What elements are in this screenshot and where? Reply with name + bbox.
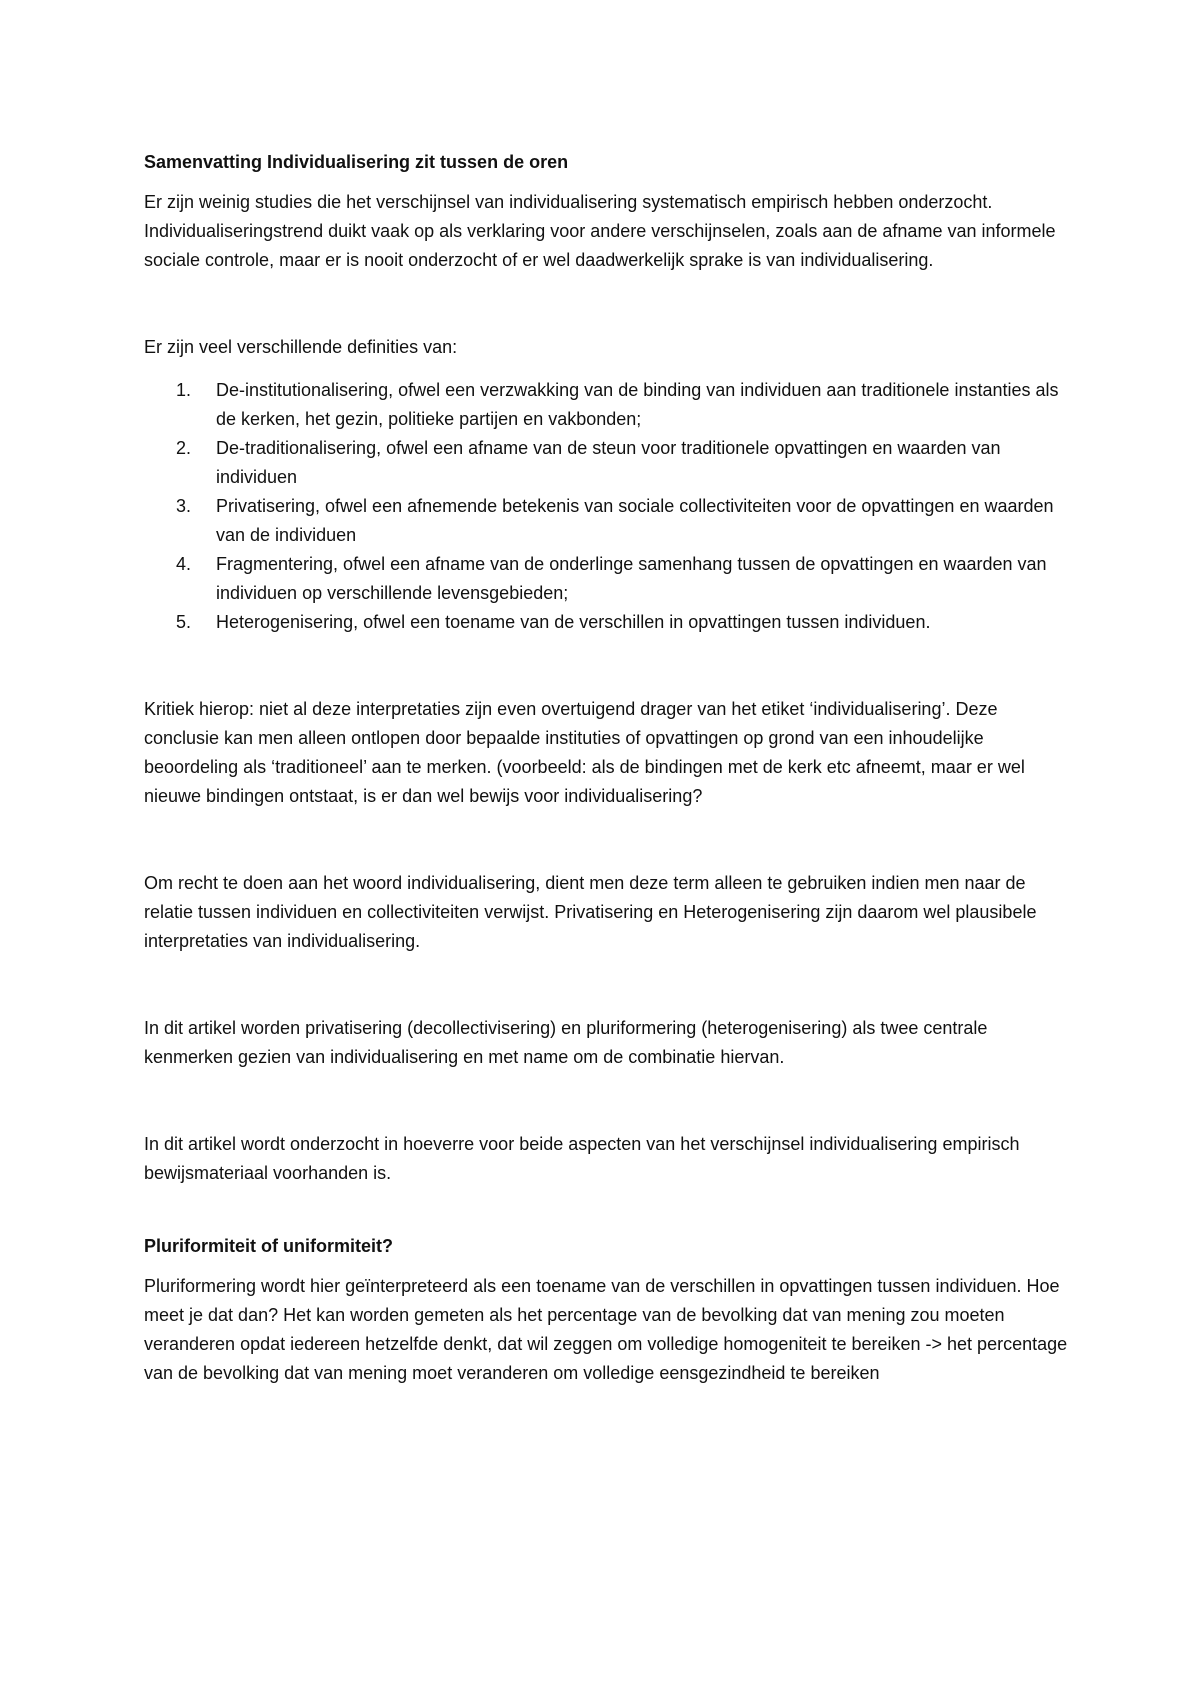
- spacer: [144, 811, 1070, 869]
- justification-paragraph: Om recht te doen aan het woord individualisering, dient men deze term alleen te gebruiken indien men naar de relatie tussen individuen en collectiviteiten verwijst. Privatisering en Heterogenisering zijn daarom wel plausibele interpretaties van individualisering.: [144, 873, 1037, 951]
- section-heading: Pluriformiteit of uniformiteit?: [144, 1236, 393, 1256]
- list-number: 5.: [176, 612, 192, 632]
- spacer: [144, 1188, 1070, 1232]
- list-item-text: Fragmentering, ofwel een afname van de onderlinge samenhang tussen de opvattingen en waarden van individuen op verschillende levensgebieden;: [216, 554, 1047, 603]
- list-number: 4.: [176, 554, 192, 574]
- list-item-text: De-institutionalisering, ofwel een verzwakking van de binding van individuen aan traditionele instanties als de kerken, het gezin, politieke partijen en vakbonden;: [216, 380, 1059, 429]
- list-item: [144, 434, 1070, 492]
- list-number: 2.: [176, 438, 192, 458]
- list-item-text: Privatisering, ofwel een afnemende betekenis van sociale collectiviteiten voor de opvattingen en waarden van de individuen: [216, 496, 1054, 545]
- list-item: [144, 492, 1070, 550]
- spacer: [144, 275, 1070, 333]
- list-item-text: Heterogenisering, ofwel een toename van de verschillen in opvattingen tussen individuen.: [216, 612, 931, 632]
- section-body-paragraph: Pluriformering wordt hier geïnterpreteerd als een toename van de verschillen in opvattingen tussen individuen. Hoe meet je dat dan? Het kan worden gemeten als het percentage van de bevolking dat van mening zou moeten veranderen opdat iedereen hetzelfde denkt, dat wil zeggen om volledige homogeniteit te bereiken -> het percentage van de bevolking dat van mening moet veranderen om volledige eensgezindheid te bereiken: [144, 1276, 1068, 1383]
- intro-paragraph: Er zijn weinig studies die het verschijnsel van individualisering systematisch empirisch hebben onderzocht. Individualiseringstrend duikt vaak op als verklaring voor andere verschijnselen, zoals aan de afname van informele sociale controle, maar er is nooit onderzocht of er wel daadwerkelijk sprake is van individualisering.: [144, 192, 1056, 270]
- document-title: Samenvatting Individualisering zit tussen de oren: [144, 152, 569, 172]
- definitions-intro: Er zijn veel verschillende definities van:: [144, 337, 458, 357]
- spacer: [144, 637, 1070, 695]
- spacer: [144, 1072, 1070, 1130]
- list-item-text: De-traditionalisering, ofwel een afname van de steun voor traditionele opvattingen en waarden van individuen: [216, 438, 1001, 487]
- list-item: [144, 550, 1070, 608]
- spacer: [144, 956, 1070, 1014]
- critique-paragraph: Kritiek hierop: niet al deze interpretaties zijn even overtuigend drager van het etiket ‘individualisering’. Deze conclusie kan men alleen ontlopen door bepaalde instituties of opvattingen op grond van een inhoudelijke beoordeling als ‘traditioneel’ aan te merken. (voorbeeld: als de bindingen met de kerk etc afneemt, maar er wel nieuwe bindingen ontstaat, is er dan wel bewijs voor individualisering?: [144, 699, 1025, 806]
- research-question-paragraph: In dit artikel wordt onderzocht in hoeverre voor beide aspecten van het verschijnsel individualisering empirisch bewijsmateriaal voorhanden is.: [144, 1134, 1020, 1183]
- article-focus-paragraph: In dit artikel worden privatisering (decollectivisering) en pluriformering (heterogenisering) als twee centrale kenmerken gezien van individualisering en met name om de combinatie hiervan.: [144, 1018, 988, 1067]
- list-number: 1.: [176, 380, 192, 400]
- list-item: [144, 376, 1070, 434]
- list-item: [144, 608, 1070, 637]
- definitions-list: [144, 376, 1070, 637]
- list-number: 3.: [176, 496, 192, 516]
